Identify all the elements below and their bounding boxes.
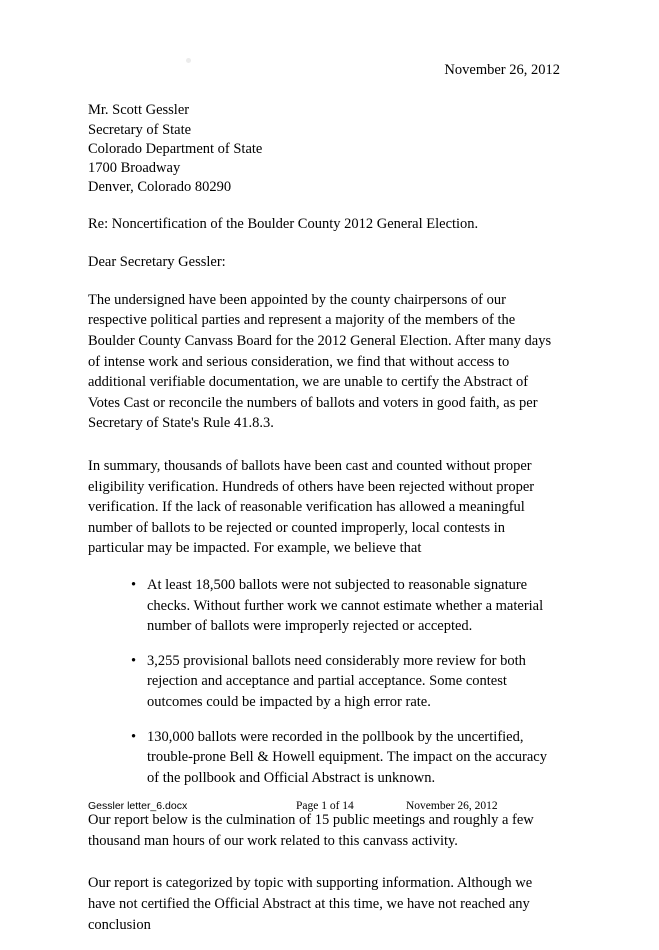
paragraph-report-culmination: Our report below is the culmination of 15 public meetings and roughly a few thousand man hours of our work related to this canvass activity. xyxy=(88,812,534,849)
bullet-point-icon: • xyxy=(131,728,137,745)
list-item xyxy=(88,575,560,637)
footer-page-number: Page 1 of 14 xyxy=(296,800,354,812)
salutation: Dear Secretary Gessler: xyxy=(88,253,226,270)
list-item xyxy=(88,651,560,713)
recipient-address-block xyxy=(88,101,560,197)
footer-date: November 26, 2012 xyxy=(406,800,498,812)
list-item xyxy=(88,727,560,789)
paragraph-undersigned: The undersigned have been appointed by the county chairpersons of our respective political parties and represent a majority of the members of the Boulder County Canvass Board for the 2012 General Election. After many days of intense work and serious consideration, we find that without access to additional verifiable documentation, we are unable to certify the Abstract of Votes Cast or reconcile the numbers of ballots and voters in good faith, as per Secretary of State's Rule 41.8.3. xyxy=(88,291,552,432)
address-line-city-state-zip: Denver, Colorado 80290 xyxy=(88,179,232,196)
subject-line: Re: Noncertification of the Boulder County 2012 General Election. xyxy=(88,216,479,233)
footer-filename: Gessler letter_6.docx xyxy=(88,800,188,812)
paragraph-report-categorized: Our report is categorized by topic with supporting information. Although we have not certified the Official Abstract at this time, we have not reached any conclusion xyxy=(88,875,533,933)
letter-date: November 26, 2012 xyxy=(444,62,560,78)
paragraph-summary: In summary, thousands of ballots have been cast and counted without proper eligibility verification. Hundreds of others have been rejected without proper verification. If the lack of reasonable verification has allowed a meaningful number of ballots to be rejected or counted improperly, local contests in particular may be impacted. For example, we believe that xyxy=(88,457,535,557)
page-footer xyxy=(88,800,560,812)
address-line-name: Mr. Scott Gessler xyxy=(88,102,190,119)
list-item-text: 3,255 provisional ballots need considerably more review for both rejection and acceptance and partial acceptance. Some contest outcomes could be impacted by a high error rate. xyxy=(147,652,526,710)
address-line-title: Secretary of State xyxy=(88,121,192,138)
list-item-text: 130,000 ballots were recorded in the pollbook by the uncertified, trouble-prone Bell & Howell equipment. The impact on the accuracy of the pollbook and Official Abstract is unknown. xyxy=(147,728,547,786)
address-line-organization: Colorado Department of State xyxy=(88,140,263,157)
bullet-point-icon: • xyxy=(131,652,137,669)
bullet-point-icon: • xyxy=(131,576,137,593)
address-line-street: 1700 Broadway xyxy=(88,160,181,176)
findings-bullet-list xyxy=(88,575,560,788)
list-item-text: At least 18,500 ballots were not subjected to reasonable signature checks. Without further work we cannot estimate whether a material number of ballots were improperly rejected or accepted. xyxy=(147,576,544,635)
